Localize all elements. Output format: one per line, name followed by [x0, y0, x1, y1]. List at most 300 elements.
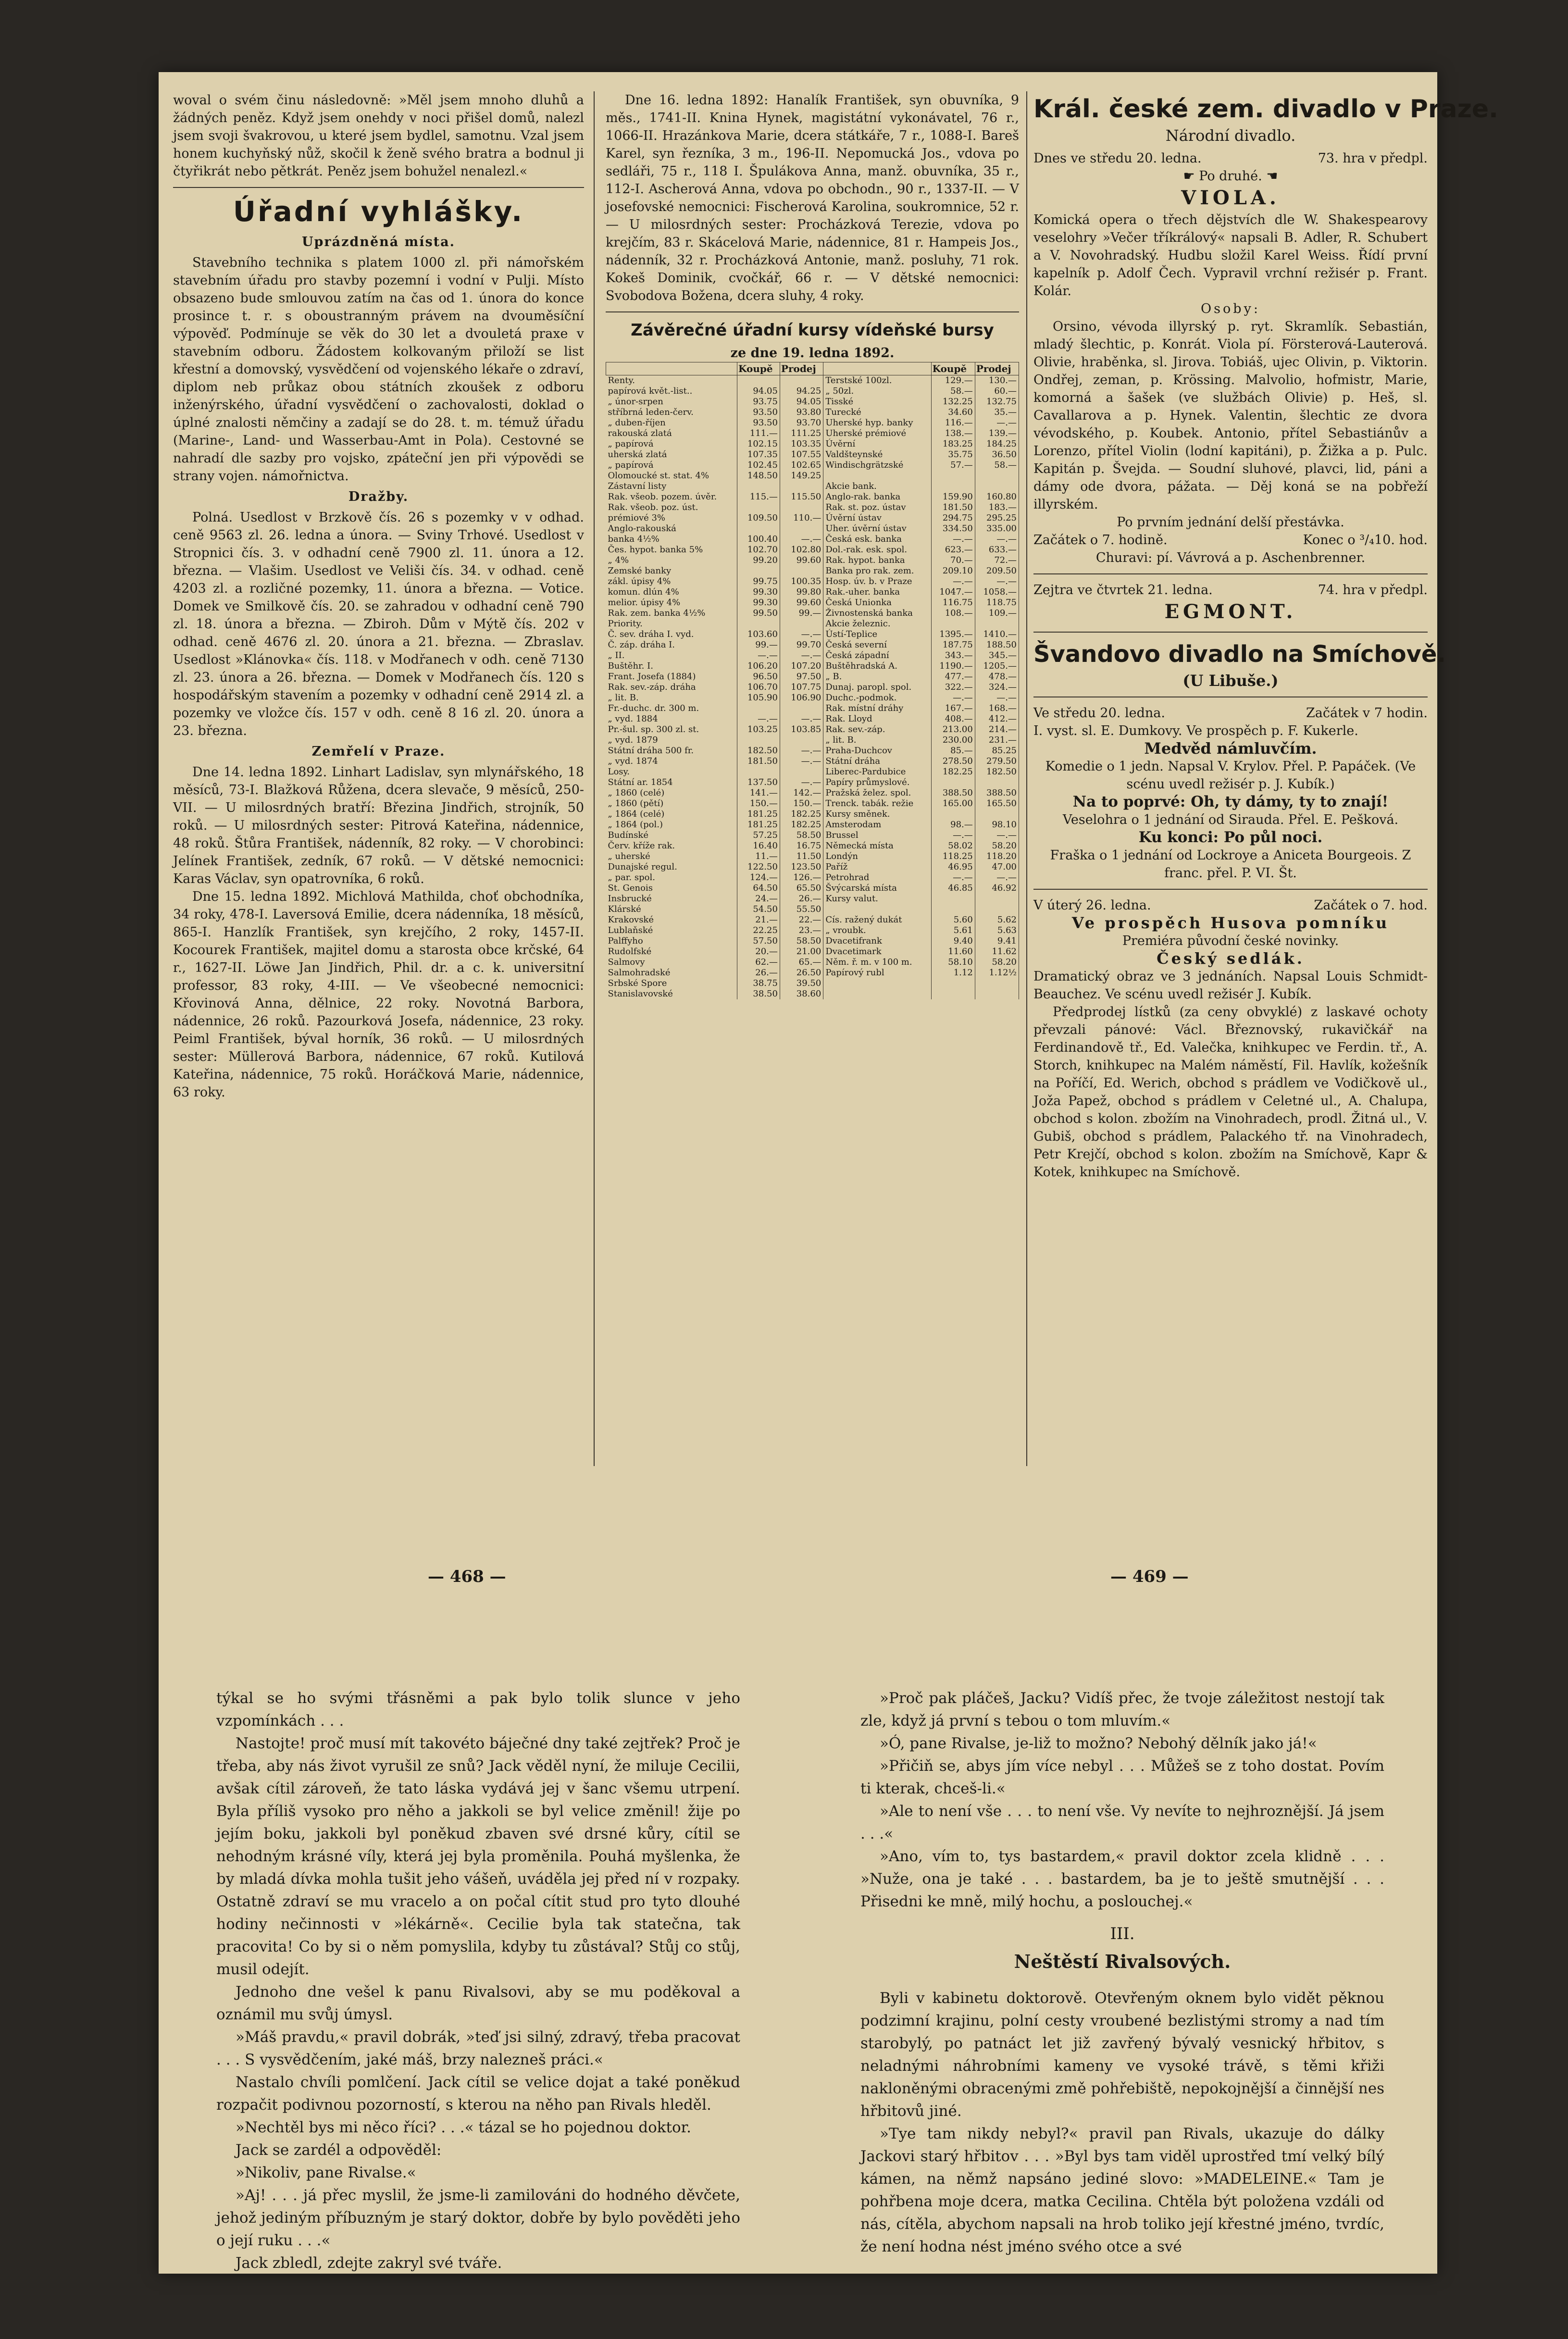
table-cell: „ papírová — [606, 439, 737, 449]
table-cell — [975, 777, 1019, 788]
table-cell: Česká Unionka — [823, 597, 931, 608]
intermission-note: Po prvním jednání delší přestávka. — [1117, 515, 1344, 530]
table-cell: Palffyho — [606, 936, 737, 946]
table-cell: —.— — [931, 830, 975, 841]
table-cell: 47.00 — [975, 862, 1019, 872]
table-row — [606, 724, 1019, 735]
table-cell: 16.40 — [737, 841, 780, 851]
table-header-cell — [823, 362, 931, 375]
table-cell: stříbrná leden-červ. — [606, 407, 737, 418]
table-cell: „ papírová — [606, 460, 737, 471]
table-cell: „ 50zl. — [823, 386, 931, 397]
table-row — [606, 925, 1019, 936]
table-row — [606, 968, 1019, 978]
table-cell: Rak. místní dráhy — [823, 703, 931, 714]
table-row — [606, 449, 1019, 460]
auctions-text: Polná. Usedlost v Brzkově čís. 26 s pozemky v v odhad. ceně 9563 zl. 26. ledna a února. — Sviny Trhové. Usedlost v Stropnici čís. 3. v odhadní ceně 7900 zl. 11. února a 12. března. — Vlašim. Usedlost ve Veliši čís. 34. v odhad. ceně 4203 zl. a rozličné pozemky, 11. února a března. — Votice. Domek ve Smilkově čís. 20. se zahradou v odhadní ceně 790 zl. 18. února a března. — Zbiroh. Dům v Mýtě čís. 202 v odhad. ceně 4676 zl. 20. února a 21. března. — Zbraslav. Usedlost »Klánovka« čís. 118. v Modřanech v odh. ceně 7130 zl. 23. února a 26. března. — Domek v Modřanech čís. 120 s hospodářským stavením a pozemky v odhadní ceně 2914 zl. a pozemky ve vložce čís. 157 v odh. ceně 8 16 zl. 20. února a 23. března. — [173, 510, 584, 738]
story-paragraph: »Tye tam nikdy nebyl?« pravil pan Rivals, ukazuje do dálky Jackovi starý hřbitov . . . »Byl bys tam viděl uprostřed tmí velký bílý kámen, na němž napsáno jediné slovo: »MADELEINE.« Tam je pohřbena moje dcera, matka Cecilina. Chtěla být položena vzdáli od nás, cítěla, abychom napsali na hrob toliko její křestné jméno, tvrdíc, že není hodna nést jméno svého otce a své — [860, 2125, 1384, 2255]
table-row — [606, 841, 1019, 851]
table-cell: 36.50 — [975, 449, 1019, 460]
table-cell: „ II. — [606, 650, 737, 661]
table-cell: Dvacetifrank — [823, 936, 931, 946]
table-cell: 99.75 — [737, 576, 780, 587]
table-row — [606, 619, 1019, 629]
table-cell: 165.50 — [975, 798, 1019, 809]
performance-times — [1033, 531, 1428, 549]
table-cell: 99.80 — [780, 587, 823, 597]
table-row — [606, 672, 1019, 682]
table-cell: Papírový rubl — [823, 968, 931, 978]
table-cell: Hosp. úv. b. v Praze — [823, 576, 931, 587]
table-cell: 110.— — [780, 513, 823, 523]
table-cell: 182.50 — [737, 746, 780, 756]
table-row — [606, 735, 1019, 746]
table-row — [606, 418, 1019, 428]
story-paragraph: »Ale to není vše . . . to není vše. Vy nevíte to nejhroznější. Já jsem . . .« — [860, 1803, 1384, 1842]
column-2 — [606, 91, 1019, 1466]
table-cell: 26.— — [737, 968, 780, 978]
table-cell: Priority. — [606, 619, 737, 629]
table-cell: Rudolfské — [606, 946, 737, 957]
table-cell: „ 1860 (pětí) — [606, 798, 737, 809]
table-cell: Uher. úvěrní ústav — [823, 523, 931, 534]
table-cell: 294.75 — [931, 513, 975, 523]
table-cell: Úvěrní — [823, 439, 931, 449]
table-cell: Rak. Lloyd — [823, 714, 931, 724]
table-cell: Paříž — [823, 862, 931, 872]
table-cell — [931, 809, 975, 820]
table-cell: 181.50 — [931, 502, 975, 513]
table-cell: 21.— — [737, 915, 780, 925]
table-cell: 94.05 — [737, 386, 780, 397]
table-cell: —.— — [780, 629, 823, 640]
story-paragraph: »Nikoliv, pane Rivalse.« — [236, 2164, 416, 2181]
table-cell: Kursy směnek. — [823, 809, 931, 820]
table-cell: —.— — [931, 576, 975, 587]
column-rule — [1026, 91, 1027, 1466]
table-row — [606, 439, 1019, 449]
table-cell: 182.25 — [931, 767, 975, 777]
table-row — [606, 883, 1019, 894]
table-cell: Petrohrad — [823, 872, 931, 883]
table-header-cell: Prodej — [975, 362, 1019, 375]
start-time: Začátek o 7. hod. — [1314, 898, 1428, 913]
table-row — [606, 386, 1019, 397]
table-cell: 62.— — [737, 957, 780, 968]
table-cell: —.— — [931, 872, 975, 883]
table-cell: Rak. sev.-záp. — [823, 724, 931, 735]
table-cell — [780, 767, 823, 777]
table-cell: 132.25 — [931, 397, 975, 407]
table-cell: 183.— — [975, 502, 1019, 513]
table-row — [606, 640, 1019, 650]
premiere-note: Premiéra původní české novinky. — [1122, 933, 1339, 948]
table-cell: 93.50 — [737, 418, 780, 428]
table-cell: Praha-Duchcov — [823, 746, 931, 756]
performance-1-header — [1033, 149, 1428, 167]
table-cell: 5.61 — [931, 925, 975, 936]
table-cell: —.— — [975, 693, 1019, 703]
table-cell: 111.25 — [780, 428, 823, 439]
table-cell: 102.70 — [737, 545, 780, 555]
table-cell: 34.60 — [931, 407, 975, 418]
table-cell: 108.— — [931, 608, 975, 619]
table-cell: 5.63 — [975, 925, 1019, 936]
table-row — [606, 978, 1019, 989]
table-cell: „ 1864 (pol.) — [606, 820, 737, 830]
table-cell — [975, 894, 1019, 904]
table-cell: 64.50 — [737, 883, 780, 894]
play-title-viola: VIOLA. — [1181, 187, 1280, 209]
table-cell: Krakovské — [606, 915, 737, 925]
table-cell: 623.— — [931, 545, 975, 555]
feuilleton-right — [860, 1687, 1384, 2264]
table-cell: Uherské hyp. banky — [823, 418, 931, 428]
table-cell: 165.00 — [931, 798, 975, 809]
table-cell: 181.25 — [737, 820, 780, 830]
table-cell: 99.20 — [737, 555, 780, 566]
hand-pointer-icon: ☚ — [1262, 169, 1278, 184]
deaths-text-1: Dne 14. ledna 1892. Linhart Ladislav, syn mlynářského, 18 měsíců, 73-I. Blažková Růžena, dcera slevače, 9 měsíců, 250-VII. — U milosrdných bratří: Březina Jindřich, strojník, 50 roků. — U milosrdných sester: Pitrová Kateřina, nádennice, 48 roků. Štůra František, nádenník, 82 roky. — V chorobinci: Jelínek František, zedník, 67 roků. — V dětské nemocnici: Karas Václav, syn opatrovníka, 6 roků. — [173, 765, 584, 886]
table-cell: 98.— — [931, 820, 975, 830]
table-cell: Dol.-rak. esk. spol. — [823, 545, 931, 555]
table-cell: 58.50 — [780, 830, 823, 841]
table-cell: uherská zlatá — [606, 449, 737, 460]
table-cell: 9.40 — [931, 936, 975, 946]
table-cell: Rak. st. poz. ústav — [823, 502, 931, 513]
hand-pointer-icon: ☛ — [1183, 169, 1199, 184]
table-cell: Státní dráha — [823, 756, 931, 767]
play-title-damy: Na to poprvé: Oh, ty dámy, ty to znají! — [1072, 793, 1389, 810]
table-cell — [737, 375, 780, 386]
table-cell: 9.41 — [975, 936, 1019, 946]
table-cell — [975, 809, 1019, 820]
table-cell: Banka pro rak. zem. — [823, 566, 931, 576]
table-cell: Živnostenská banka — [823, 608, 931, 619]
table-cell — [737, 566, 780, 576]
column-1 — [173, 91, 584, 1466]
table-cell: 102.15 — [737, 439, 780, 449]
table-cell: banka 4½% — [606, 534, 737, 545]
deaths-heading: Zemřelí v Praze. — [311, 744, 446, 759]
table-cell: Salmohradské — [606, 968, 737, 978]
table-cell: Česká severní — [823, 640, 931, 650]
table-cell: 160.80 — [975, 492, 1019, 502]
table-cell: 184.25 — [975, 439, 1019, 449]
table-cell: 1058.— — [975, 587, 1019, 597]
table-cell: 22.25 — [737, 925, 780, 936]
table-cell: Švýcarská místa — [823, 883, 931, 894]
table-cell: 11.60 — [931, 946, 975, 957]
table-cell: 231.— — [975, 735, 1019, 746]
story-paragraph: »Máš pravdu,« pravil dobrák, »teď jsi silný, zdravý, třeba pracovat . . . S vysvědčením, jaké máš, brzy nalezneš práci.« — [216, 2028, 740, 2068]
table-row — [606, 397, 1019, 407]
table-cell: papírová květ.-list.. — [606, 386, 737, 397]
table-cell: Anglo-rak. banka — [823, 492, 931, 502]
table-cell: 97.50 — [780, 672, 823, 682]
table-cell: 126.— — [780, 872, 823, 883]
performance-date: Dnes ve středu 20. ledna. — [1033, 151, 1202, 166]
table-cell: 142.— — [780, 788, 823, 798]
table-cell — [931, 989, 975, 999]
deaths-text-3: Dne 16. ledna 1892: Hanalík František, syn obuvníka, 9 měs., 1741-II. Knina Hynek, magistátní vykonávatel, 76 r., 1066-II. Hrazánkova Marie, dcera státkáře, 7 r., 1088-I. Bareš Karel, syn řezníka, 3 m., 196-II. Nepomucká Jos., vdova po sedláři, 75 r., 118 I. Špulákova Anna, manž. obuvníka, 35 r., 112-I. Ascherová Anna, vdova po obchodn., 90 r., 1337-II. — V josefovské nemocnici: Fischerová Karolina, soukromnice, 52 r. — U milosrdných sester: Procházková Terezie, vdova po krejčím, 83 r. Skácelová Marie, nádennice, 81 r. Hampeis Jos., nádenník, 32 r. Procházková Antonie, manž. posluhy, 71 rok. Kokeš Dominik, cvočkář, 66 r. — V dětské nemocnici: Svobodova Božena, dcera sluhy, 4 roky. — [606, 93, 1019, 303]
table-cell: Čes. hypot. banka 5% — [606, 545, 737, 555]
table-cell: 633.— — [975, 545, 1019, 555]
table-cell — [931, 777, 975, 788]
table-cell: 46.85 — [931, 883, 975, 894]
table-cell: Lublaňské — [606, 925, 737, 936]
table-cell — [780, 703, 823, 714]
performance-date: Ve středu 20. ledna. — [1033, 706, 1165, 721]
divider — [1033, 632, 1428, 633]
table-cell: 99.50 — [737, 608, 780, 619]
table-cell: 322.— — [931, 682, 975, 693]
performance-2-header — [1033, 581, 1428, 599]
table-cell: 107.35 — [737, 449, 780, 460]
table-cell: Papíry průmyslové. — [823, 777, 931, 788]
table-cell: Turecké — [823, 407, 931, 418]
table-cell: „ vyd. 1879 — [606, 735, 737, 746]
feuilleton-left — [216, 1687, 740, 2272]
table-row — [606, 407, 1019, 418]
table-cell: Klárské — [606, 904, 737, 915]
table-cell: 118.75 — [975, 597, 1019, 608]
table-cell: —.— — [975, 418, 1019, 428]
svanda-theatre-title: Švandovo divadlo na Smíchově. — [1033, 641, 1446, 668]
table-cell: 46.92 — [975, 883, 1019, 894]
table-cell: —.— — [931, 534, 975, 545]
table-row — [606, 830, 1019, 841]
table-cell: Amsterodam — [823, 820, 931, 830]
table-cell: 478.— — [975, 672, 1019, 682]
stock-table-body — [606, 375, 1019, 1000]
table-cell: 103.25 — [737, 724, 780, 735]
story-paragraph: Nastalo chvíli pomlčení. Jack cítil se velice dojat a také poněkud rozpačit podivnou pozorností, s kterou na něho pan Rivals hleděl. — [216, 2074, 740, 2114]
divider — [1033, 889, 1428, 890]
table-cell: 99.30 — [737, 597, 780, 608]
table-cell: 20.— — [737, 946, 780, 957]
table-cell: Úvěrní ústav — [823, 513, 931, 523]
table-cell: 35.75 — [931, 449, 975, 460]
table-cell: 102.45 — [737, 460, 780, 471]
table-cell — [975, 481, 1019, 492]
table-cell: 116.— — [931, 418, 975, 428]
auctions-heading: Dražby. — [348, 489, 409, 504]
table-cell — [931, 978, 975, 989]
table-cell: 295.25 — [975, 513, 1019, 523]
table-cell: Německá místa — [823, 841, 931, 851]
column-rule — [594, 91, 595, 1466]
play-title-sedlak: Český sedlák. — [1157, 949, 1305, 968]
newspaper-page — [159, 72, 1498, 2274]
table-cell: 107.20 — [780, 661, 823, 672]
story-paragraph: Byli v kabinetu doktorově. Otevřeným oknem bylo vidět pěknou podzimní krajinu, polní cesty vroubené bezlistými stromy a nad tím starobylý, po patnáct let již zavřený bývalý vesnický hřbitov, s neladnými náhrobními kameny ve vysoké trávě, s těmi křiži nakloněnými obracenými změ pohřebiště, nepokojnější a činnější nes hřbitovů jiné. — [860, 1990, 1384, 2120]
table-header — [606, 362, 1019, 375]
table-row — [606, 428, 1019, 439]
table-cell: „ 1864 (celé) — [606, 809, 737, 820]
table-cell: 105.90 — [737, 693, 780, 703]
table-cell: Brussel — [823, 830, 931, 841]
table-cell: 11.50 — [780, 851, 823, 862]
table-cell: 408.— — [931, 714, 975, 724]
table-cell: „ par. spol. — [606, 872, 737, 883]
cast-label: Osoby: — [1201, 301, 1260, 316]
table-cell — [931, 894, 975, 904]
table-row — [606, 851, 1019, 862]
table-cell: 21.00 — [780, 946, 823, 957]
table-cell: 148.50 — [737, 471, 780, 481]
table-cell: 141.— — [737, 788, 780, 798]
table-cell: 85.— — [931, 746, 975, 756]
table-cell: 118.20 — [975, 851, 1019, 862]
table-cell: 58.— — [931, 386, 975, 397]
table-cell: Červ. kříže rak. — [606, 841, 737, 851]
table-cell: 123.50 — [780, 862, 823, 872]
benefit-title: Ve prospěch Husova pomníku — [1071, 914, 1390, 932]
table-row — [606, 915, 1019, 925]
table-cell: 85.25 — [975, 746, 1019, 756]
table-cell: 345.— — [975, 650, 1019, 661]
vacancies-text: Stavebního technika s platem 1000 zl. při námořském stavebním úřadu pro stavby pozemní i vodní v Pulji. Místo obsazeno bude smlouvou zatím na čas od 1. února do konce prosince t. r. s oboustranným právem na dvouměsíční výpověď. Podmínuje se věk do 30 let a dvouletá praxe v stavebním odboru. Žádostem kolkovaným přiloží se list křestní a domovský, vysvědčení od vojenského lékaře o zdraví, diplom neb průkaz obou státních zkoušek z odboru inženýrského, úřadní vysvědčení o zachovalosti, doklad o úplné znalosti němčiny a zadají se do 28. t. m. témuž úřadu (Marine-, Land- und Wasserbau-Amt in Pola). Cestovné se nahradí dle sazby pro vojsko, zpáteční jen při výpovědi se strany vojen. námořnictva. — [173, 255, 584, 484]
table-cell: 11.62 — [975, 946, 1019, 957]
table-cell: Salmovy — [606, 957, 737, 968]
table-cell: —.— — [780, 756, 823, 767]
table-cell — [780, 619, 823, 629]
table-row — [606, 608, 1019, 619]
table-cell — [975, 904, 1019, 915]
table-cell: Akcie bank. — [823, 481, 931, 492]
table-cell: 103.35 — [780, 439, 823, 449]
table-cell: 1205.— — [975, 661, 1019, 672]
table-cell: Anglo-rakouská — [606, 523, 737, 534]
table-row — [606, 650, 1019, 661]
table-cell: 11.— — [737, 851, 780, 862]
table-cell: 278.50 — [931, 756, 975, 767]
table-cell: 124.— — [737, 872, 780, 883]
table-cell — [823, 471, 931, 481]
table-row — [606, 460, 1019, 471]
table-row — [606, 502, 1019, 513]
table-cell: 60.— — [975, 386, 1019, 397]
start-time: Začátek v 7 hodin. — [1306, 706, 1428, 721]
table-cell: 109.50 — [737, 513, 780, 523]
table-row — [606, 957, 1019, 968]
intro-text: woval o svém činu následovně: »Měl jsem mnoho dluhů a žádných peněz. Když jsem onehdy v noci přišel domů, nalezl jsem svoji švakrovou, u které jsem bydlel, samotnu. Vzal jsem honem kuchyňský nůž, skočil k ženě svého bratra a bodnul ji čtyřikrát nebo pětkrát. Peněz jsem bohužel nenalezl.« — [173, 93, 584, 179]
table-cell: 93.70 — [780, 418, 823, 428]
table-cell: 230.00 — [931, 735, 975, 746]
table-cell: 70.— — [931, 555, 975, 566]
national-theatre-subtitle: Národní divadlo. — [1165, 126, 1296, 145]
table-row — [606, 809, 1019, 820]
play-description: Fraška o 1 jednání od Lockroye a Aniceta Bourgeois. Z franc. přel. P. VI. Št. — [1050, 848, 1411, 881]
table-header-cell: Prodej — [780, 362, 823, 375]
table-cell: 99.60 — [780, 597, 823, 608]
chapter-title: Neštěstí Rivalsových. — [1014, 1951, 1231, 1972]
table-cell: 65.— — [780, 957, 823, 968]
table-cell: 102.65 — [780, 460, 823, 471]
table-cell: 102.80 — [780, 545, 823, 555]
table-cell: —.— — [975, 872, 1019, 883]
table-row — [606, 576, 1019, 587]
svanda-theatre-subtitle: (U Libuše.) — [1182, 672, 1279, 690]
table-cell: 93.80 — [780, 407, 823, 418]
table-cell: —.— — [780, 714, 823, 724]
table-cell: Rak. zem. banka 4½% — [606, 608, 737, 619]
table-cell: Dvacetimark — [823, 946, 931, 957]
table-cell: 138.— — [931, 428, 975, 439]
table-cell: 94.05 — [780, 397, 823, 407]
page-number-right: — 469 — — [1110, 1567, 1189, 1586]
table-cell: „ 1860 (celé) — [606, 788, 737, 798]
table-cell — [931, 619, 975, 629]
table-cell: 22.— — [780, 915, 823, 925]
table-cell: 46.95 — [931, 862, 975, 872]
sick-note: Churavi: pí. Vávrová a p. Aschenbrenner. — [1095, 550, 1366, 565]
table-cell: „ vroubk. — [823, 925, 931, 936]
table-row — [606, 904, 1019, 915]
table-row — [606, 767, 1019, 777]
table-cell: 1047.— — [931, 587, 975, 597]
table-cell: 65.50 — [780, 883, 823, 894]
table-cell — [931, 471, 975, 481]
table-row — [606, 545, 1019, 555]
table-cell: 93.50 — [737, 407, 780, 418]
table-cell: Kursy valut. — [823, 894, 931, 904]
divider — [173, 187, 584, 188]
table-cell: 279.50 — [975, 756, 1019, 767]
table-cell: 99.60 — [780, 555, 823, 566]
story-paragraph: »Přičiň se, abys jím více nebyl . . . Můžeš se z toho dostat. Povím ti kterak, chceš-li.« — [860, 1757, 1384, 1797]
table-cell: „ B. — [823, 672, 931, 682]
table-cell: 57.— — [931, 460, 975, 471]
table-cell: 188.50 — [975, 640, 1019, 650]
table-row — [606, 894, 1019, 904]
table-cell: 167.— — [931, 703, 975, 714]
performance-number: 74. hra v předpl. — [1318, 583, 1428, 597]
play-description: Komedie o 1 jedn. Napsal V. Krylov. Přel. P. Papáček. (Ve scénu uvedl režisér p. J. Kubík.) — [1045, 759, 1416, 792]
table-row — [606, 989, 1019, 999]
table-row — [606, 682, 1019, 693]
page-number-left: — 468 — — [428, 1567, 506, 1586]
table-row — [606, 661, 1019, 672]
bursa-heading: Závěrečné úřadní kursy vídeňské bursy — [631, 321, 994, 340]
table-cell: 116.75 — [931, 597, 975, 608]
table-cell: 39.50 — [780, 978, 823, 989]
table-cell: 1.12 — [931, 968, 975, 978]
table-cell: 57.25 — [737, 830, 780, 841]
table-cell — [737, 481, 780, 492]
table-cell: Česká západní — [823, 650, 931, 661]
table-cell: Liberec-Pardubice — [823, 767, 931, 777]
table-cell: Rak. všeob. pozem. úvěr. — [606, 492, 737, 502]
table-row — [606, 534, 1019, 545]
bursa-date: ze dne 19. ledna 1892. — [730, 346, 895, 361]
performance-4-header — [1033, 896, 1428, 914]
table-cell: Akcie železnic. — [823, 619, 931, 629]
table-cell: rakouská zlatá — [606, 428, 737, 439]
table-cell: Rak. všeob. poz. úst. — [606, 502, 737, 513]
table-cell — [823, 989, 931, 999]
table-cell: Č. záp. dráha I. — [606, 640, 737, 650]
table-cell: 181.50 — [737, 756, 780, 767]
table-cell: „ vyd. 1874 — [606, 756, 737, 767]
table-cell: 55.50 — [780, 904, 823, 915]
table-cell: 58.20 — [975, 841, 1019, 851]
play-description: Komická opera o třech dějstvích dle W. Shakespearovy veselohry »Večer tříkrálový« napsali B. Adler, R. Schubert a V. Novohradský. Hudbu složil Karel Weiss. Řídí první kapelník p. Adolf Čech. Vypravil vrchní režisér p. Frant. Kolár. — [1033, 212, 1428, 299]
table-cell: „ duben-říjen — [606, 418, 737, 428]
table-cell: 103.85 — [780, 724, 823, 735]
table-cell: Ústí-Teplice — [823, 629, 931, 640]
